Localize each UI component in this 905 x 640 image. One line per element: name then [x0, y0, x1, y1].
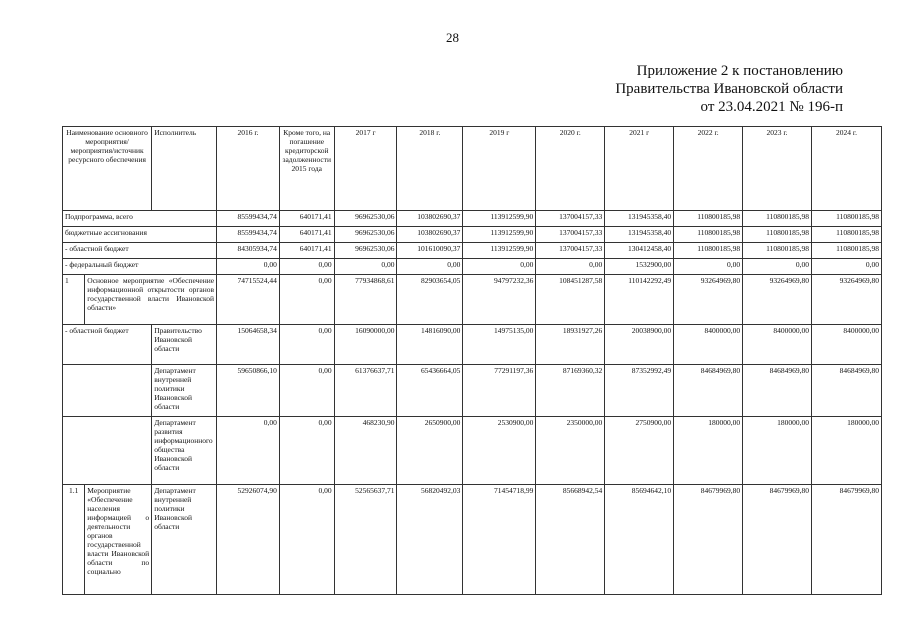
value-cell: 103802690,37 [397, 227, 463, 243]
table-row [63, 259, 882, 275]
value-cell: 84679969,80 [743, 485, 812, 595]
value-cell: 2530900,00 [463, 417, 536, 485]
value-cell: 61376637,71 [334, 365, 397, 417]
value-cell: 52926074,90 [217, 485, 280, 595]
value-cell: 0,00 [674, 259, 743, 275]
value-cell: 640171,41 [279, 243, 334, 259]
value-cell: 110800185,98 [812, 211, 882, 227]
value-cell: 0,00 [463, 259, 536, 275]
value-cell: 110800185,98 [812, 243, 882, 259]
value-cell: 468230,90 [334, 417, 397, 485]
value-cell: 0,00 [279, 485, 334, 595]
value-cell: 110800185,98 [674, 243, 743, 259]
table-row [63, 485, 882, 595]
header-cell: 2020 г. [536, 127, 605, 211]
value-cell: 93264969,80 [743, 275, 812, 325]
value-cell: 0,00 [743, 259, 812, 275]
value-cell: 0,00 [279, 417, 334, 485]
value-cell: 108451287,58 [536, 275, 605, 325]
value-cell: 103802690,37 [397, 211, 463, 227]
header-cell: Исполнитель [152, 127, 217, 211]
value-cell: 110142292,49 [605, 275, 674, 325]
header-line-3: от 23.04.2021 № 196-п [700, 99, 843, 115]
value-cell: 640171,41 [279, 211, 334, 227]
value-cell: 0,00 [279, 275, 334, 325]
value-cell: 0,00 [279, 325, 334, 365]
value-cell: 65436664,05 [397, 365, 463, 417]
value-cell: 20038900,00 [605, 325, 674, 365]
executor-cell: Департамент внутренней политики Ивановской области [152, 485, 217, 595]
value-cell: 2350000,00 [536, 417, 605, 485]
row-label: Подпрограмма, всего [63, 211, 217, 227]
value-cell: 110800185,98 [674, 227, 743, 243]
value-cell: 93264969,80 [674, 275, 743, 325]
table-row [63, 365, 882, 417]
value-cell: 0,00 [536, 259, 605, 275]
funding-table [62, 126, 882, 595]
table-header-row [63, 127, 882, 211]
value-cell: 77291197,36 [463, 365, 536, 417]
row-label [63, 417, 152, 485]
value-cell: 71454718,99 [463, 485, 536, 595]
value-cell: 84679969,80 [674, 485, 743, 595]
value-cell: 110800185,98 [812, 227, 882, 243]
value-cell: 85668942,54 [536, 485, 605, 595]
value-cell: 84305934,74 [217, 243, 280, 259]
value-cell: 110800185,98 [743, 243, 812, 259]
value-cell: 8400000,00 [743, 325, 812, 365]
table-row [63, 325, 882, 365]
value-cell: 18931927,26 [536, 325, 605, 365]
header-line-2: Правительства Ивановской области [615, 81, 843, 97]
row-label: - областной бюджет [63, 325, 152, 365]
row-label: - федеральный бюджет [63, 259, 217, 275]
value-cell: 59650866,10 [217, 365, 280, 417]
value-cell: 110800185,98 [743, 211, 812, 227]
value-cell: 85599434,74 [217, 211, 280, 227]
value-cell: 84679969,80 [812, 485, 882, 595]
value-cell: 77934868,61 [334, 275, 397, 325]
value-cell: 52565637,71 [334, 485, 397, 595]
value-cell: 113912599,90 [463, 227, 536, 243]
value-cell: 0,00 [397, 259, 463, 275]
executor-cell: Департамент развития информационного общества Ивановской области [152, 417, 217, 485]
value-cell: 84684969,80 [812, 365, 882, 417]
value-cell: 131945358,40 [605, 227, 674, 243]
value-cell: 131945358,40 [605, 211, 674, 227]
value-cell: 137004157,33 [536, 243, 605, 259]
value-cell: 0,00 [334, 259, 397, 275]
header-cell: 2019 г [463, 127, 536, 211]
page-number: 28 [446, 30, 459, 45]
row-label: - областной бюджет [63, 243, 217, 259]
header-cell: Наименование основного мероприятия/мероприятия/источник ресурсного обеспечения [63, 127, 152, 211]
header-cell: 2016 г. [217, 127, 280, 211]
value-cell: 137004157,33 [536, 227, 605, 243]
row-label: Мероприятие «Обеспечение населения информацией о деятельности органов государственной власти Ивановской области по социально [85, 485, 152, 595]
value-cell: 0,00 [217, 417, 280, 485]
table-row [63, 417, 882, 485]
value-cell: 15064658,34 [217, 325, 280, 365]
document-header [615, 62, 843, 116]
value-cell: 101610090,37 [397, 243, 463, 259]
value-cell: 113912599,90 [463, 243, 536, 259]
value-cell: 96962530,06 [334, 211, 397, 227]
value-cell: 16090000,00 [334, 325, 397, 365]
value-cell: 110800185,98 [674, 211, 743, 227]
value-cell: 2750900,00 [605, 417, 674, 485]
row-label: Основное мероприятие «Обеспечение информационной открытости органов государственной власти Ивановской области» [85, 275, 217, 325]
header-cell: 2018 г. [397, 127, 463, 211]
table-row [63, 211, 882, 227]
value-cell: 0,00 [279, 365, 334, 417]
row-number: 1.1 [63, 485, 85, 595]
table-row [63, 243, 882, 259]
value-cell: 96962530,06 [334, 243, 397, 259]
row-number: 1 [63, 275, 85, 325]
value-cell: 130412458,40 [605, 243, 674, 259]
row-label: бюджетные ассигнования [63, 227, 217, 243]
value-cell: 87352992,49 [605, 365, 674, 417]
executor-cell: Правительство Ивановской области [152, 325, 217, 365]
value-cell: 14975135,00 [463, 325, 536, 365]
value-cell: 110800185,98 [743, 227, 812, 243]
value-cell: 180000,00 [812, 417, 882, 485]
value-cell: 8400000,00 [674, 325, 743, 365]
value-cell: 2650900,00 [397, 417, 463, 485]
value-cell: 8400000,00 [812, 325, 882, 365]
value-cell: 85694642,10 [605, 485, 674, 595]
table-row [63, 275, 882, 325]
header-line-1: Приложение 2 к постановлению [636, 63, 843, 79]
row-label [63, 365, 152, 417]
table-row [63, 227, 882, 243]
value-cell: 84684969,80 [743, 365, 812, 417]
value-cell: 0,00 [217, 259, 280, 275]
value-cell: 180000,00 [743, 417, 812, 485]
header-cell: 2017 г [334, 127, 397, 211]
executor-cell: Департамент внутренней политики Ивановской области [152, 365, 217, 417]
value-cell: 74715524,44 [217, 275, 280, 325]
value-cell: 82903654,05 [397, 275, 463, 325]
value-cell: 85599434,74 [217, 227, 280, 243]
value-cell: 0,00 [279, 259, 334, 275]
value-cell: 137004157,33 [536, 211, 605, 227]
header-cell: 2023 г. [743, 127, 812, 211]
header-cell: 2021 г [605, 127, 674, 211]
value-cell: 56820492,03 [397, 485, 463, 595]
value-cell: 113912599,90 [463, 211, 536, 227]
value-cell: 1532900,00 [605, 259, 674, 275]
value-cell: 94797232,36 [463, 275, 536, 325]
value-cell: 0,00 [812, 259, 882, 275]
value-cell: 640171,41 [279, 227, 334, 243]
header-cell: 2024 г. [812, 127, 882, 211]
value-cell: 93264969,80 [812, 275, 882, 325]
value-cell: 96962530,06 [334, 227, 397, 243]
value-cell: 180000,00 [674, 417, 743, 485]
header-cell: Кроме того, на погашение кредиторской задолженности 2015 года [279, 127, 334, 211]
header-cell: 2022 г. [674, 127, 743, 211]
value-cell: 84684969,80 [674, 365, 743, 417]
value-cell: 14816090,00 [397, 325, 463, 365]
value-cell: 87169360,32 [536, 365, 605, 417]
